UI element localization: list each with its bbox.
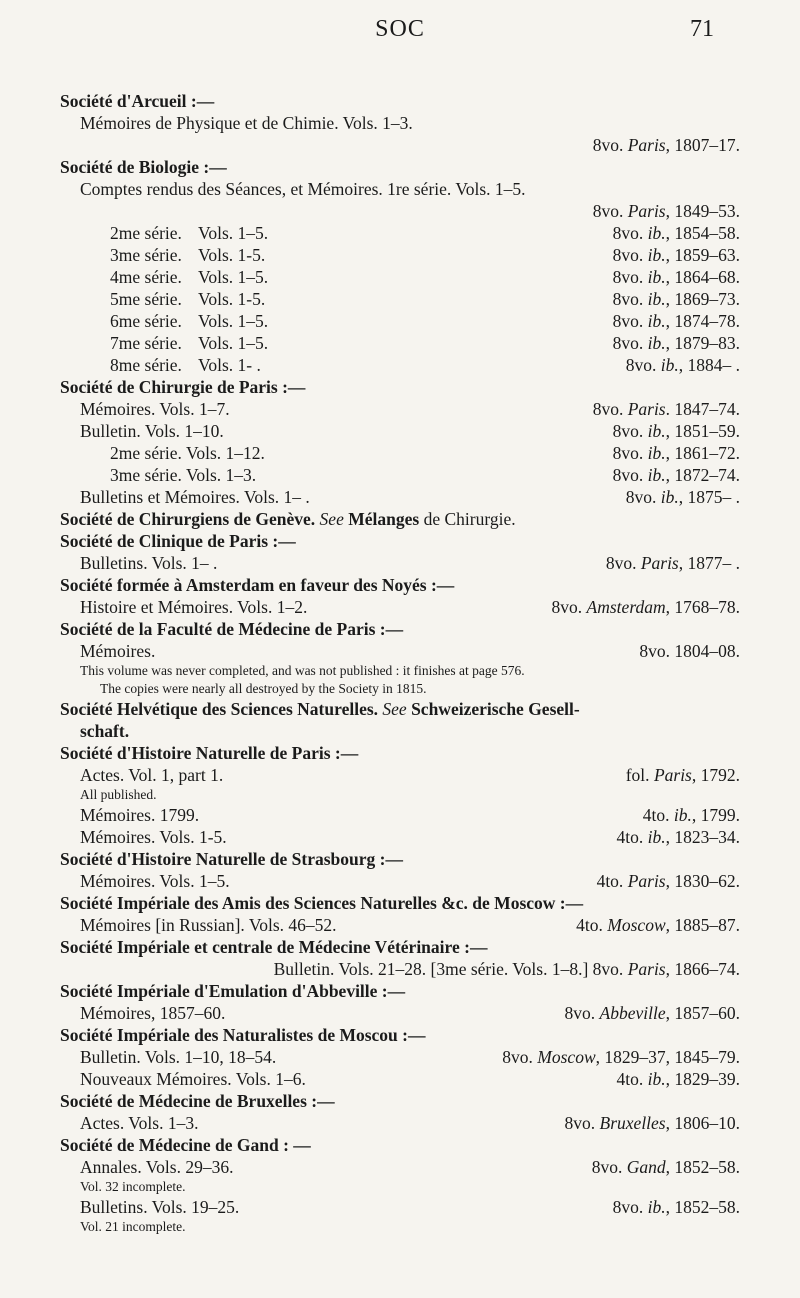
series-row: 6me série. Vols. 1–5. 8vo. ib., 1874–78. (110, 311, 740, 331)
entry-heading: Société d'Histoire Naturelle de Paris :— (60, 743, 359, 763)
entry-row: Histoire et Mémoires. Vols. 1–2. 8vo. Amsterdam, 1768–78. (80, 597, 740, 617)
running-header: SOC (375, 16, 425, 42)
entry-row: Actes. Vols. 1–3. 8vo. Bruxelles, 1806–10. (80, 1113, 740, 1133)
cross-reference: Société Helvétique des Sciences Naturelles. See Schweizerische Gesell- (60, 699, 580, 719)
entry-heading: Société formée à Amsterdam en faveur des Noyés :— (60, 575, 455, 595)
series-row: 3me série. Vols. 1-5. 8vo. ib., 1859–63. (110, 245, 740, 265)
entry-line: 8vo. Paris, 1807–17. (592, 135, 740, 155)
entry-line: Mémoires de Physique et de Chimie. Vols. 1–3. (80, 113, 413, 133)
footnote: Vol. 32 incomplete. (80, 1179, 186, 1194)
entry-line: Comptes rendus des Séances, et Mémoires. 1re série. Vols. 1–5. (80, 179, 526, 199)
entry-row: Mémoires. Vols. 1-5. 4to. ib., 1823–34. (80, 827, 740, 847)
series-row: 7me série. Vols. 1–5. 8vo. ib., 1879–83. (110, 333, 740, 353)
footnote: All published. (80, 787, 157, 802)
entry-row: Mémoires, 1857–60. 8vo. Abbeville, 1857–60. (80, 1003, 740, 1023)
cross-reference-cont: schaft. (80, 721, 130, 741)
entry-row: Bulletin. Vols. 1–10. 8vo. ib., 1851–59. (80, 421, 740, 441)
entry-heading: Société Impériale des Naturalistes de Moscou :— (60, 1025, 426, 1045)
entry-heading: Société de Biologie :— (60, 157, 227, 177)
entry-row: Actes. Vol. 1, part 1. fol. Paris, 1792. (80, 765, 740, 785)
entry-heading: Société d'Histoire Naturelle de Strasbourg :— (60, 849, 403, 869)
entry-row: Bulletins et Mémoires. Vols. 1– . 8vo. ib., 1875– . (80, 487, 740, 507)
series-row: 2me série. Vols. 1–5. 8vo. ib., 1854–58. (110, 223, 740, 243)
entry-heading: Société de la Faculté de Médecine de Paris :— (60, 619, 404, 639)
footnote: Vol. 21 incomplete. (80, 1219, 186, 1234)
entry-row: Mémoires. 1799. 4to. ib., 1799. (80, 805, 740, 825)
entry-row: Bulletin. Vols. 1–10, 18–54. 8vo. Moscow, 1829–37, 1845–79. (80, 1047, 740, 1067)
entry-heading: Société de Médecine de Gand : — (60, 1135, 311, 1155)
entry-line: 8vo. Paris, 1849–53. (592, 201, 740, 221)
entry-heading: Société Impériale et centrale de Médecine Vétérinaire :— (60, 937, 488, 957)
entry-heading: Société Impériale d'Emulation d'Abbeville :— (60, 981, 406, 1001)
page-content (60, 90, 740, 1236)
footnote: This volume was never completed, and was not published : it finishes at page 576. (80, 663, 525, 678)
entry-row: Nouveaux Mémoires. Vols. 1–6. 4to. ib., 1829–39. (80, 1069, 740, 1089)
place-name: Paris (627, 201, 666, 221)
entry-row: Bulletins. Vols. 19–25. 8vo. ib., 1852–58. (80, 1197, 740, 1217)
entry-row: Annales. Vols. 29–36. 8vo. Gand, 1852–58. (80, 1157, 740, 1177)
entry-row: 2me série. Vols. 1–12. 8vo. ib., 1861–72. (110, 443, 740, 463)
entry-row: Mémoires. 8vo. 1804–08. (80, 641, 740, 661)
cross-reference: Société de Chirurgiens de Genève. See Mélanges de Chirurgie. (60, 509, 516, 529)
series-row: 5me série. Vols. 1-5. 8vo. ib., 1869–73. (110, 289, 740, 309)
entry-heading: Société de Clinique de Paris :— (60, 531, 296, 551)
entry-heading: Société d'Arcueil :— (60, 91, 215, 111)
entry-row: Bulletins. Vols. 1– . 8vo. Paris, 1877– . (80, 553, 740, 573)
entry-row: Mémoires [in Russian]. Vols. 46–52. 4to. Moscow, 1885–87. (80, 915, 740, 935)
entry-row: Bulletin. Vols. 21–28. [3me série. Vols. 1–8.] 8vo. Paris, 1866–74. (273, 959, 740, 979)
series-row: 4me série. Vols. 1–5. 8vo. ib., 1864–68. (110, 267, 740, 287)
footnote: The copies were nearly all destroyed by the Society in 1815. (100, 681, 427, 696)
entry-row: Mémoires. Vols. 1–7. 8vo. Paris. 1847–74. (80, 399, 740, 419)
entry-heading: Société de Chirurgie de Paris :— (60, 377, 306, 397)
entry-heading: Société de Médecine de Bruxelles :— (60, 1091, 335, 1111)
place-name: Paris (627, 135, 666, 155)
entry-heading: Société Impériale des Amis des Sciences Naturelles &c. de Moscow :— (60, 893, 584, 913)
series-row: 8me série. Vols. 1- . 8vo. ib., 1884– . (110, 355, 740, 375)
entry-row: 3me série. Vols. 1–3. 8vo. ib., 1872–74. (110, 465, 740, 485)
page-number: 71 (690, 16, 714, 42)
entry-row: Mémoires. Vols. 1–5. 4to. Paris, 1830–62. (80, 871, 740, 891)
